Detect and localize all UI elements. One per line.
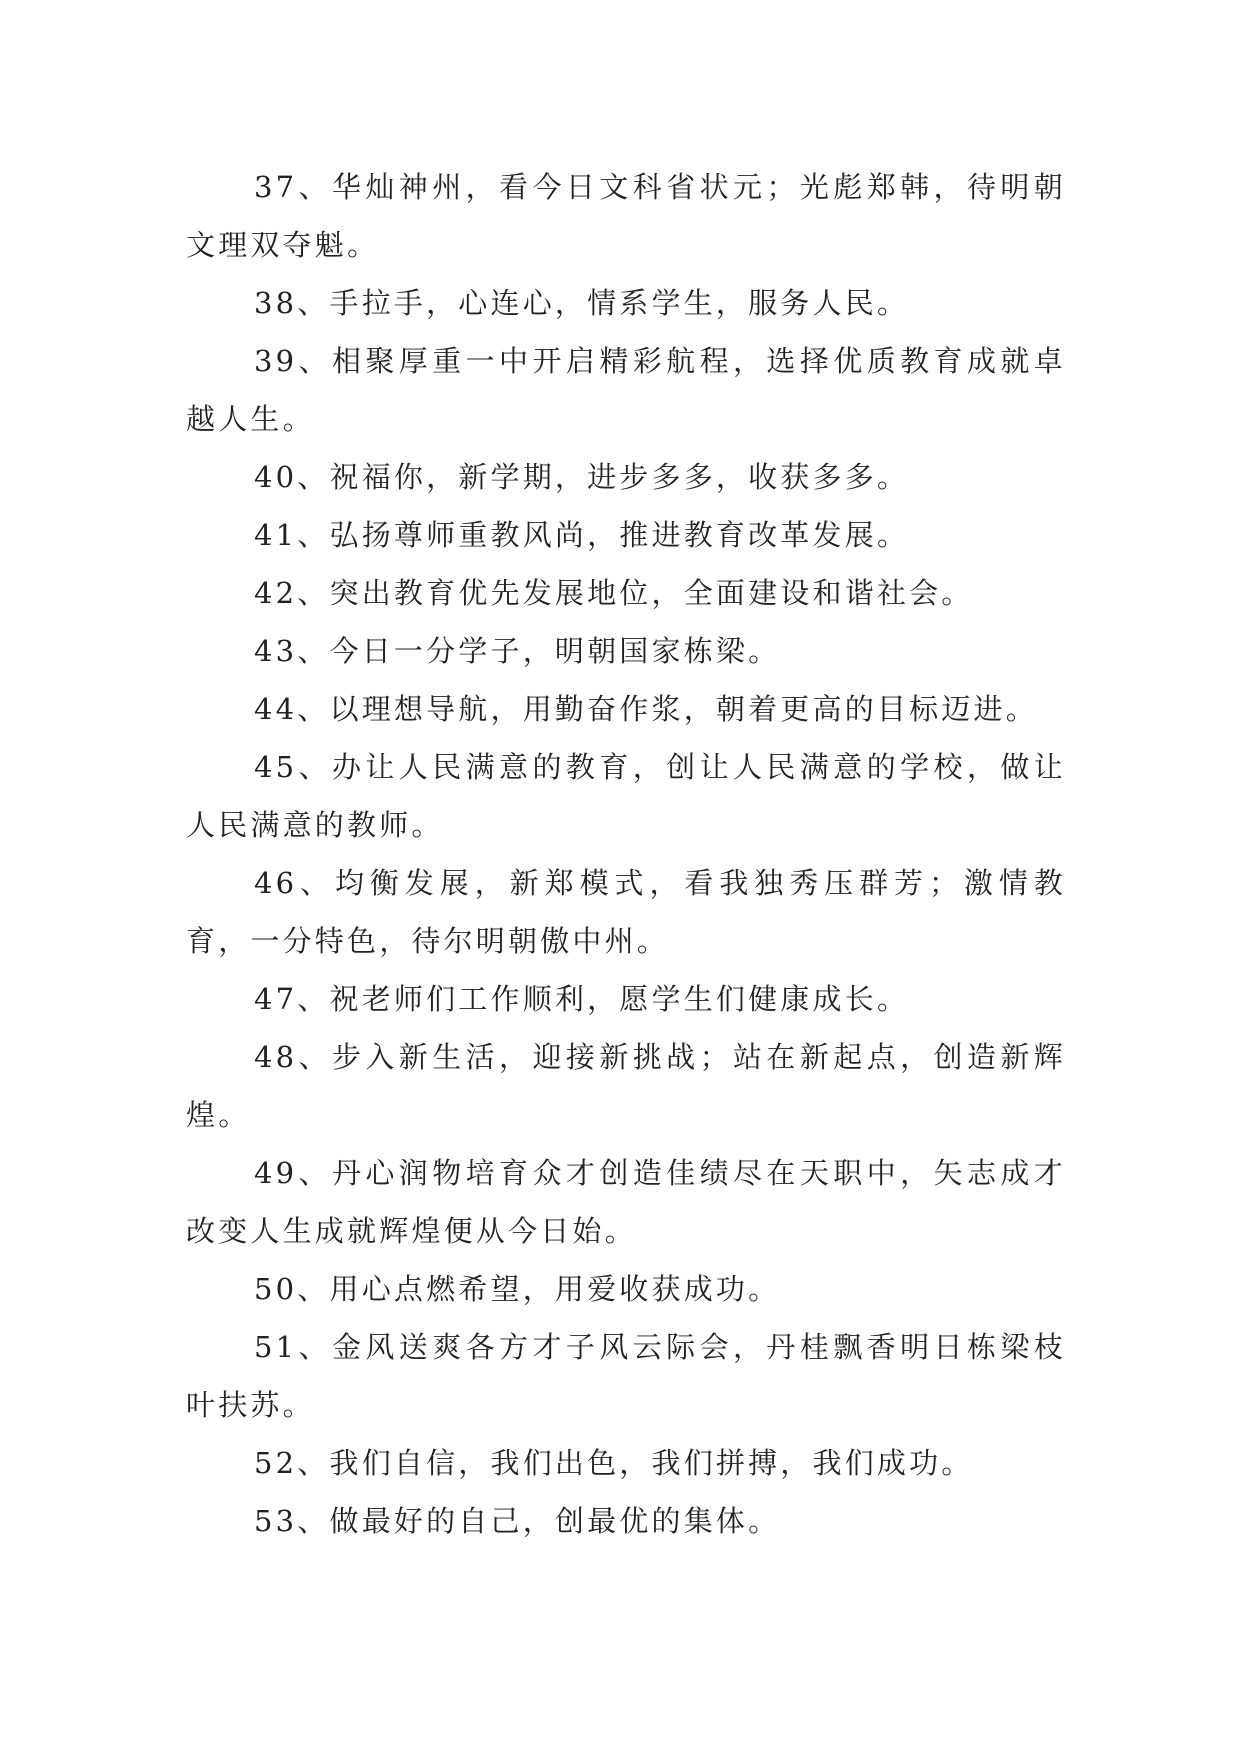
slogan-item-39: 39、相聚厚重一中开启精彩航程，选择优质教育成就卓越人生。 (186, 344, 1066, 436)
slogan-item-44: 44、以理想导航，用勤奋作浆，朝着更高的目标迈进。 (254, 692, 1038, 726)
slogan-list (186, 158, 1066, 1550)
slogan-item-41: 41、弘扬尊师重教风尚，推进教育改革发展。 (254, 518, 910, 552)
slogan-item-53: 53、做最好的自己，创最优的集体。 (254, 1504, 781, 1538)
slogan-item-51: 51、金风送爽各方才子风云际会，丹桂飘香明日栋梁枝叶扶苏。 (186, 1330, 1066, 1422)
slogan-item-49: 49、丹心润物培育众才创造佳绩尽在天职中，矢志成才改变人生成就辉煌便从今日始。 (186, 1156, 1066, 1248)
slogan-item-52: 52、我们自信，我们出色，我们拼搏，我们成功。 (254, 1446, 974, 1480)
slogan-item-45: 45、办让人民满意的教育，创让人民满意的学校，做让人民满意的教师。 (186, 750, 1066, 842)
slogan-item-48: 48、步入新生活，迎接新挑战；站在新起点，创造新辉煌。 (186, 1040, 1066, 1132)
slogan-item-37: 37、华灿神州，看今日文科省状元；光彪郑韩，待明朝文理双夺魁。 (186, 170, 1066, 262)
slogan-item-47: 47、祝老师们工作顺利，愿学生们健康成长。 (254, 982, 910, 1016)
slogan-item-40: 40、祝福你，新学期，进步多多，收获多多。 (254, 460, 910, 494)
slogan-item-38: 38、手拉手，心连心，情系学生，服务人民。 (254, 286, 910, 320)
slogan-item-43: 43、今日一分学子，明朝国家栋梁。 (254, 634, 781, 668)
slogan-item-42: 42、突出教育优先发展地位，全面建设和谐社会。 (254, 576, 974, 610)
slogan-item-46: 46、均衡发展，新郑模式，看我独秀压群芳；激情教育，一分特色，待尔明朝傲中州。 (186, 866, 1066, 958)
slogan-item-50: 50、用心点燃希望，用爱收获成功。 (254, 1272, 781, 1306)
